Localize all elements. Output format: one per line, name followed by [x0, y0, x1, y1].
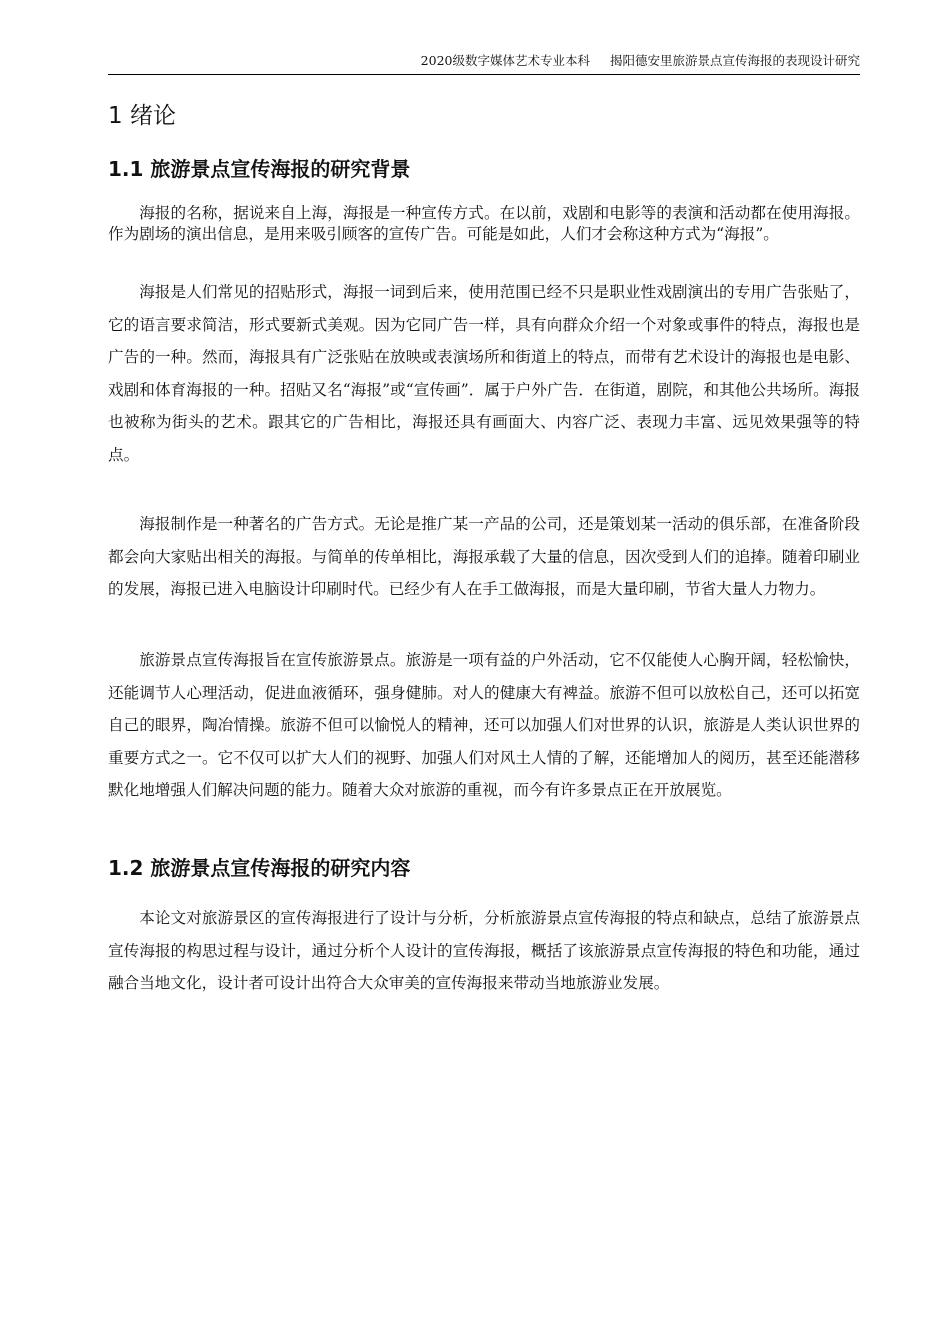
section-1-paragraph-1: 海报的名称，据说来自上海，海报是一种宣传方式。在以前，戏剧和电影等的表演和活动都在使用海报。作为剧场的演出信息，是用来吸引顾客的宣传广告。可能是如此，人们才会称这种方式为“海报”。 — [108, 204, 860, 243]
section-1-paragraph-3: 海报制作是一种著名的广告方式。无论是推广某一产品的公司，还是策划某一活动的俱乐部，在准备阶段都会向大家贴出相关的海报。与简单的传单相比，海报承载了大量的信息，因次受到人们的追捧。随着印刷业的发展，海报已进入电脑设计印刷时代。已经少有人在手工做海报，而是大量印刷，节省大量人力物力。 — [108, 515, 860, 598]
page-header — [108, 52, 860, 75]
section-2-paragraph-1: 本论文对旅游景区的宣传海报进行了设计与分析，分析旅游景点宣传海报的特点和缺点，总结了旅游景点宣传海报的构思过程与设计，通过分析个人设计的宣传海报，概括了该旅游景点宣传海报的特色和功能，通过融合当地文化，设计者可设计出符合大众审美的宣传海报来带动当地旅游业发展。 — [108, 909, 860, 992]
section-1-title: 1.1 旅游景点宣传海报的研究背景 — [108, 157, 411, 181]
header-program-label: 2020级数字媒体艺术专业本科 — [420, 53, 590, 68]
chapter-title: 1 绪论 — [108, 103, 176, 129]
section-1-paragraph-2: 海报是人们常见的招贴形式，海报一词到后来，使用范围已经不只是职业性戏剧演出的专用广告张贴了，它的语言要求简洁，形式要新式美观。因为它同广告一样，具有向群众介绍一个对象或事件的特点，海报也是广告的一种。然而，海报具有广泛张贴在放映或表演场所和街道上的特点，而带有艺术设计的海报也是电影、戏剧和体育海报的一种。招贴又名“海报”或“宣传画”．属于户外广告．在街道，剧院，和其他公共场所。海报也被称为街头的艺术。跟其它的广告相比，海报还具有画面大、内容广泛、表现力丰富、远见效果强等的特点。 — [108, 283, 860, 464]
section-1-paragraph-4: 旅游景点宣传海报旨在宣传旅游景点。旅游是一项有益的户外活动，它不仅能使人心胸开阔，轻松愉快，还能调节人心理活动，促进血液循环，强身健肺。对人的健康大有裨益。旅游不但可以放松自己，还可以拓宽自己的眼界，陶冶情操。旅游不但可以愉悦人的精神，还可以加强人们对世界的认识，旅游是人类认识世界的重要方式之一。它不仅可以扩大人们的视野、加强人们对风土人情的了解，还能增加人的阅历，甚至还能潜移默化地增强人们解决问题的能力。随着大众对旅游的重视，而今有许多景点正在开放展览。 — [108, 651, 860, 799]
header-thesis-title: 揭阳德安里旅游景点宣传海报的表现设计研究 — [609, 53, 860, 68]
section-2-title: 1.2 旅游景点宣传海报的研究内容 — [108, 856, 411, 880]
